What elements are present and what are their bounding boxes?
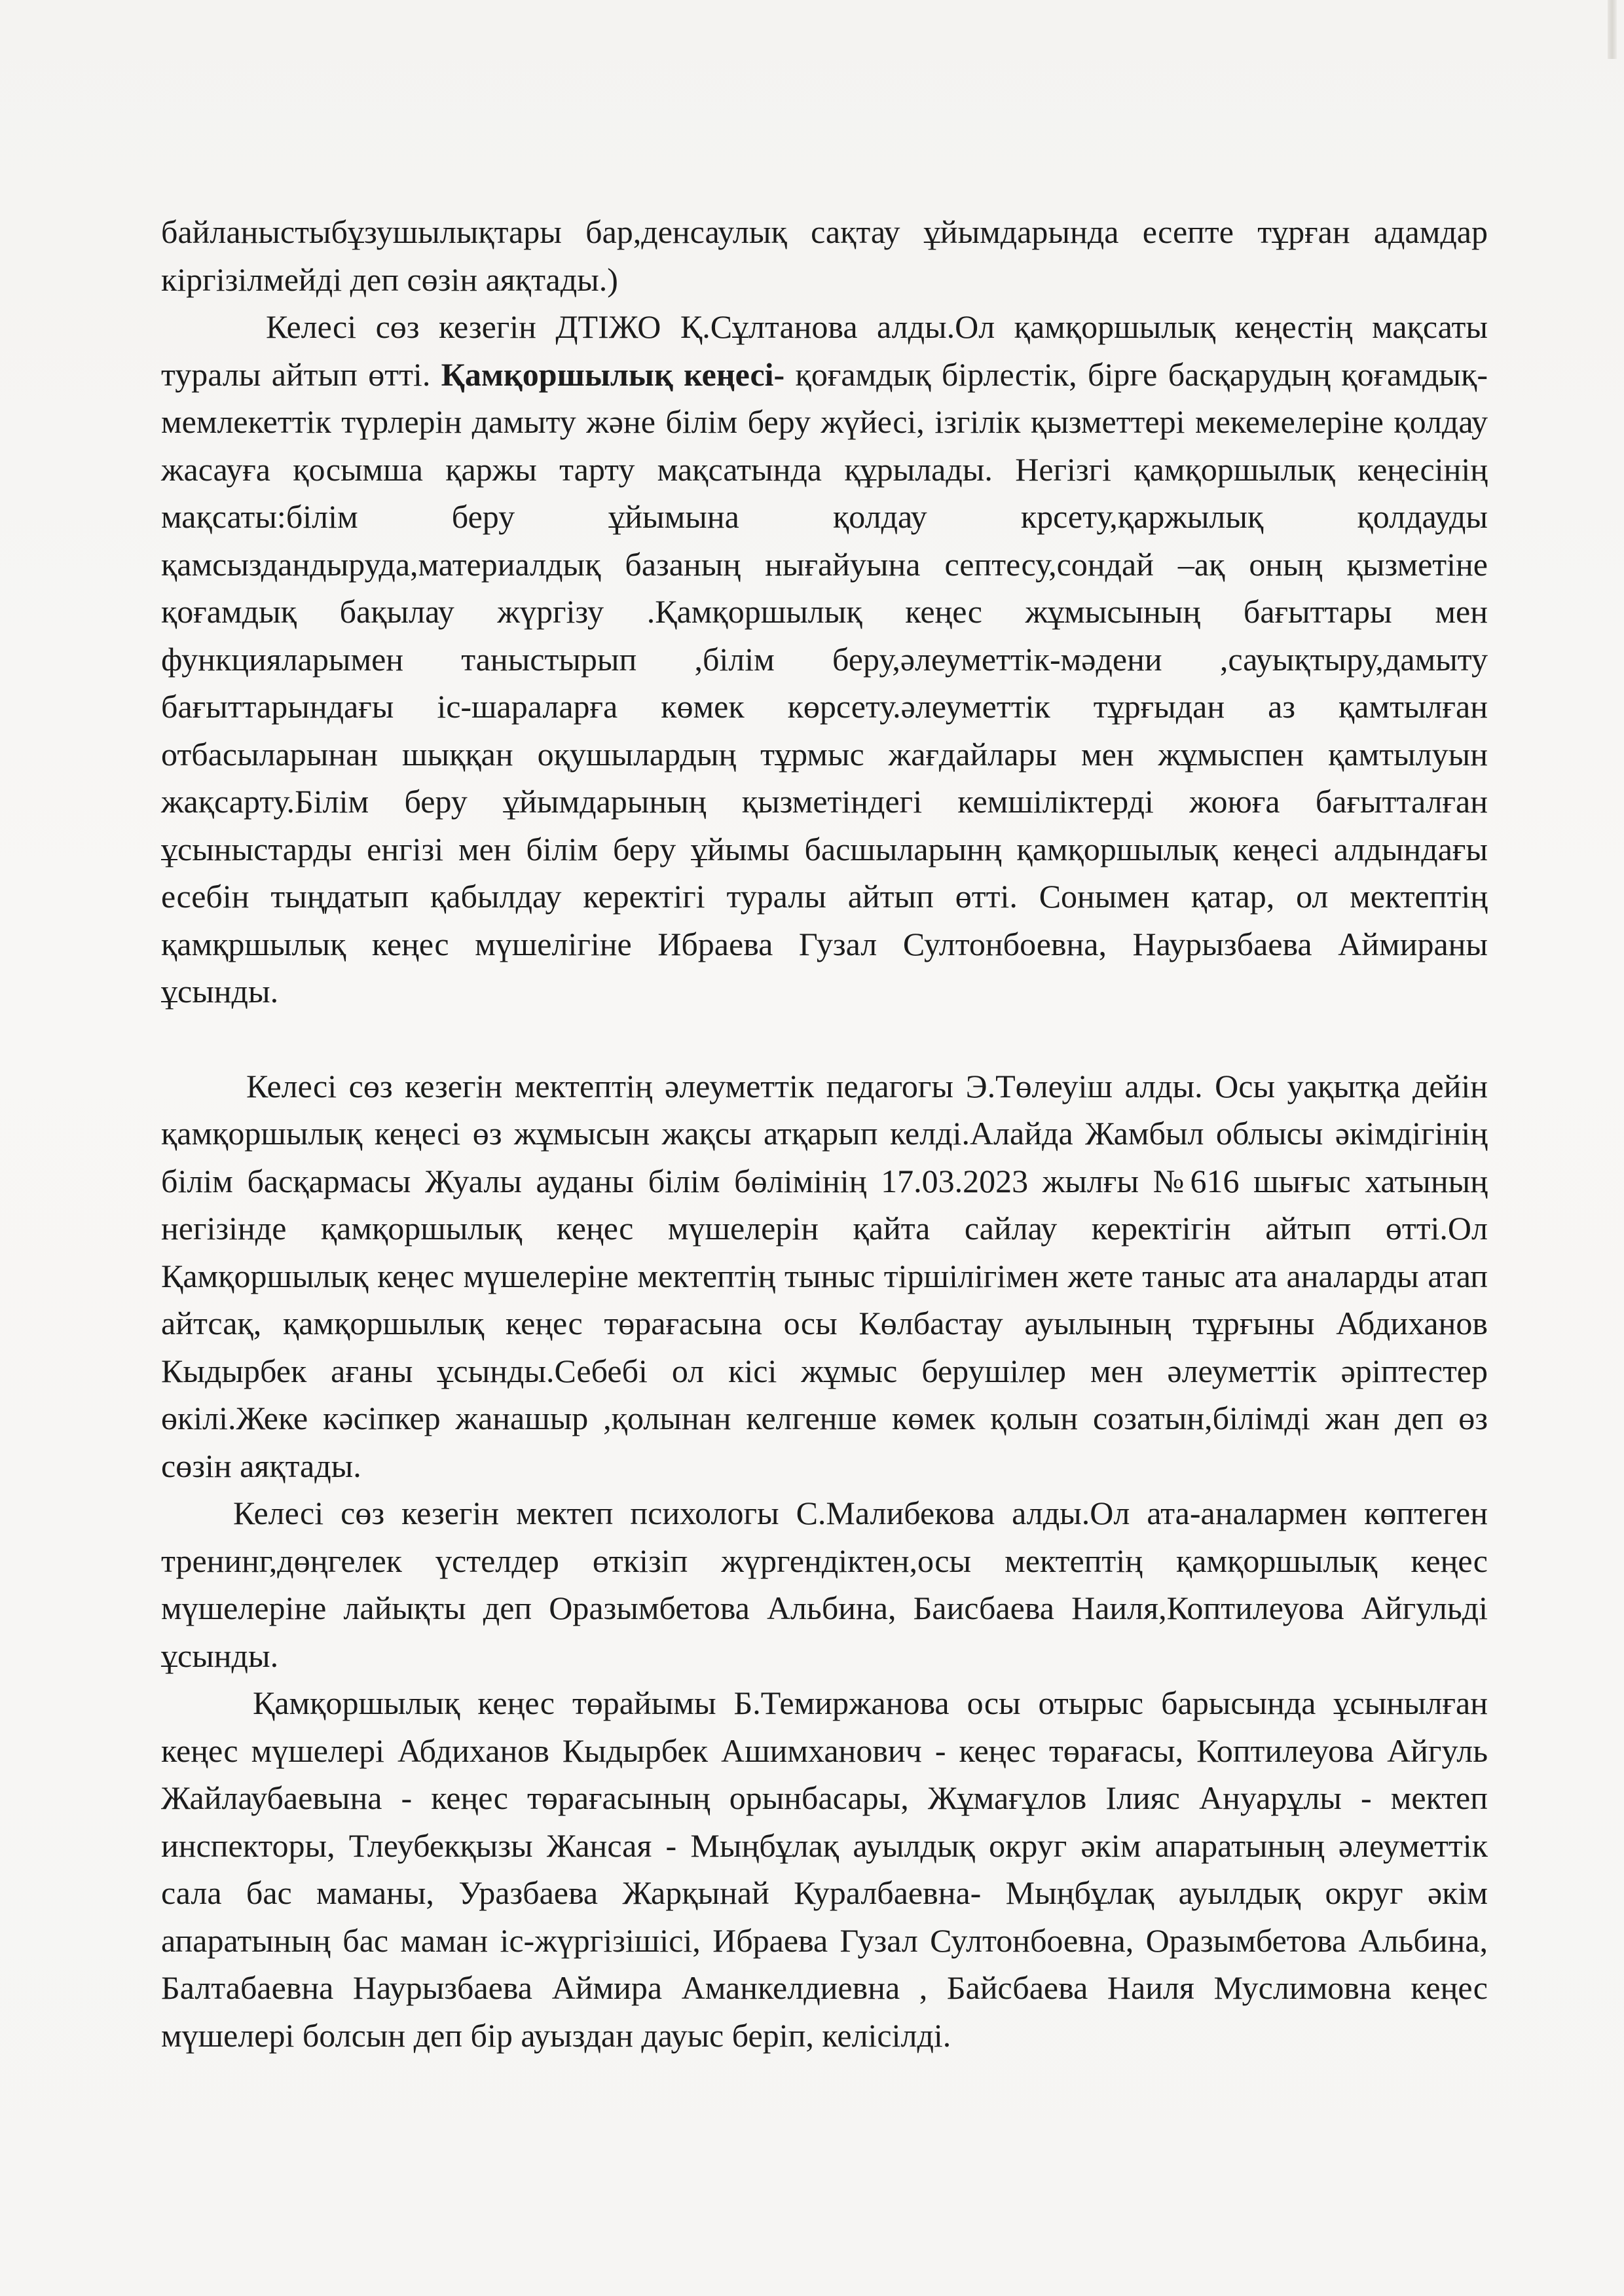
paragraph-continuation: байланыстыбұзушылықтары бар,денсаулық сақтау ұйымдарында есепте тұрған адамдар кіргізілмейді деп сөзін аяқтады.) bbox=[161, 213, 1488, 298]
bold-term: Қамқоршылық кеңесі- bbox=[441, 355, 785, 393]
paper-edge-mark bbox=[1608, 0, 1617, 59]
document-body bbox=[161, 208, 1488, 2059]
paragraph-sultanova bbox=[161, 303, 1488, 1015]
paragraph-toleuish: Келесі сөз кезегін мектептің әлеуметтік педагогы Э.Төлеуіш алды. Осы уақытқа дейін қамқоршылық кеңесі өз жұмысын жақсы атқарып келді.Алайда Жамбыл облысы әкімдігінің білім басқармасы Жуалы ауданы білім бөлімінің 17.03.2023 жылғы №616 шығыс хатының негізінде қамқоршылық кеңес мүшелерін қайта сайлау керектігін айтып өтті.Ол Қамқоршылық кеңес мүшелеріне мектептің тыныс тіршілігімен жете таныс ата аналарды атап айтсақ, қамқоршылық кеңес төрағасына осы Көлбастау ауылының тұрғыны Абдиханов Кыдырбек ағаны ұсынды.Себебі ол кісі жұмыс берушілер мен әлеуметтік әріптестер өкілі.Жеке кәсіпкер жанашыр ,қолынан келгенше көмек қолын созатын,білімді жан деп өз сөзін аяқтады. bbox=[161, 1067, 1488, 1484]
paragraph-text: қоғамдық бірлестік, бірге басқарудың қоғамдық-мемлекеттік түрлерін дамыту және білім беру жүйесі, ізгілік қызметтері мекемелеріне қолдау жасауға қосымша қаржы тарту мақсатында құрылады. Негізгі қамқоршылық кеңесінің мақсаты:білім беру ұйымына қолдау крсету,қаржылық қолдауды қамсыздандыруда,материалдық базаның нығайуына септесу,сондай –ақ оның қызметіне қоғамдық бақылау жүргізу .Қамқоршылық кеңес жұмысының бағыттары мен функцияларымен таныстырып ,білім беру,әлеуметтік-мәдени ,сауықтыру,дамыту бағыттарындағы іс-шараларға көмек көрсету.әлеуметтік тұрғыдан аз қамтылған отбасыларынан шыққан оқушылардың тұрмыс жағдайлары мен жұмыспен қамтылуын жақсарту.Білім беру ұйымдарының қызметіндегі кемшіліктерді жоюға бағытталған ұсыныстарды енгізі мен білім беру ұйымы басшыларынң қамқоршылық кеңесі алдындағы есебін тыңдатып қабылдау керектігі туралы айтып өтті. Сонымен қатар, ол мектептің қамқршылық кеңес мүшелігіне Ибраева Гузал Султонбоевна, Наурызбаева Аймираны ұсынды. bbox=[161, 355, 1488, 1010]
paragraph-malibekova: Келесі сөз кезегін мектеп психологы С.Малибекова алды.Ол ата-аналармен көптеген тренинг,дөңгелек үстелдер өткізіп жүргендіктен,осы мектептің қамқоршылық кеңес мүшелеріне лайықты деп Оразымбетова Альбина, Баисбаева Наиля,Коптилеуова Айгульді ұсынды. bbox=[161, 1495, 1488, 1674]
paragraph-text: Келесі сөз кезегін ДТІЖО Қ.Сұлтанова алды.Ол қамқоршылық кеңестің мақсаты туралы айтып өтті. bbox=[161, 308, 1488, 393]
paragraph-temirzhanova: Қамқоршылық кеңес төрайымы Б.Темиржанова осы отырыс барысында ұсынылған кеңес мүшелері Абдиханов Кыдырбек Ашимханович - кеңес төрағасы, Коптилеуова Айгуль Жайлаубаевына - кеңес төрағасының орынбасары, Жұмағұлов Ілияс Ануарұлы - мектеп инспекторы, Тлеубекқызы Жансая - Мыңбұлақ ауылдық округ әкім апаратының әлеуметтік сала бас маманы, Уразбаева Жарқынай Куралбаевна- Мыңбұлақ ауылдық округ әкім апаратының бас маман іс-жүргізішісі, Ибраева Гузал Султонбоевна, Оразымбетова Альбина, Балтабаевна Наурызбаева Аймира Аманкелдиевна , Байсбаева Наиля Муслимовна кеңес мүшелері болсын деп бір ауыздан дауыс беріп, келісілді. bbox=[161, 1685, 1488, 2054]
